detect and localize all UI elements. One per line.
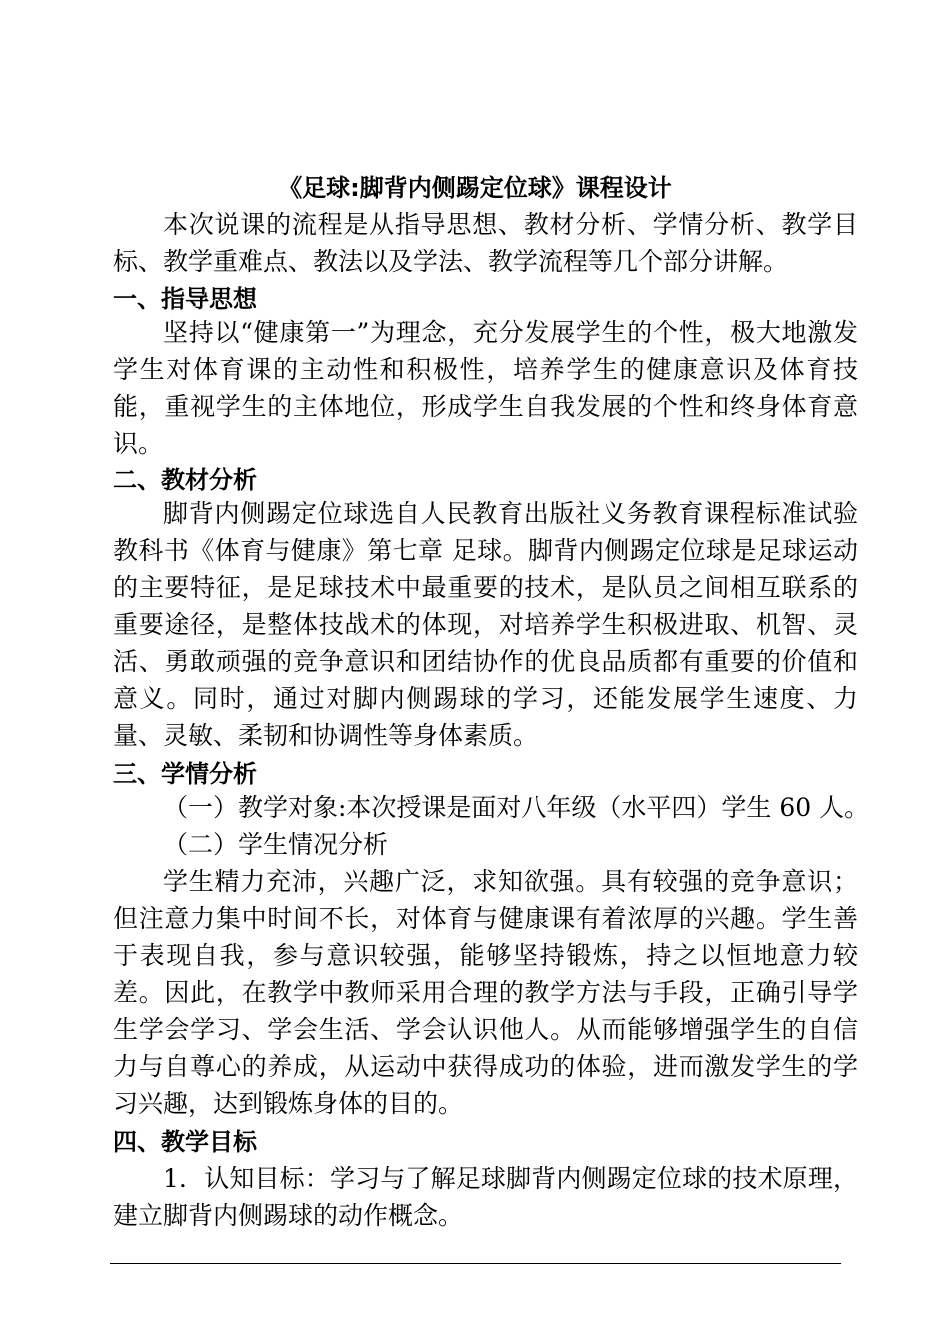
section-paragraph-3 bbox=[113, 863, 858, 1122]
footer-divider bbox=[110, 1263, 841, 1264]
section-paragraph-1 bbox=[113, 314, 858, 462]
section-heading-3: 三、学情分析 bbox=[113, 760, 257, 788]
intro-paragraph bbox=[113, 206, 858, 280]
section-paragraph-4 bbox=[113, 1160, 858, 1234]
section-heading-4: 四、教学目标 bbox=[113, 1128, 257, 1156]
section-3-item-2: （二）学生情况分析 bbox=[163, 830, 389, 859]
section-text-2: 脚背内侧踢定位球选自人民教育出版社义务教育课程标准试验教科书《体育与健康》第七章 足球。脚背内侧踢定位球是足球运动的主要特征，是足球技术中最重要的技术，是队员之间相互联系的重要途径，是整体技战术的体现，对培养学生积极进取、机智、灵活、勇敢顽强的竞争意识和团结协作的优良品质都有重要的价值和意义。同时，通过对脚内侧踢球的学习，还能发展学生速度、力量、灵敏、柔韧和协调性等身体素质。 bbox=[113, 499, 858, 750]
section-text-4: 1．认知目标：学习与了解足球脚背内侧踢定位球的技术原理，建立脚背内侧踢球的动作概念。 bbox=[113, 1164, 858, 1230]
section-heading-1: 一、指导思想 bbox=[113, 285, 257, 313]
section-paragraph-2 bbox=[113, 495, 858, 754]
document-title: 《足球:脚背内侧踢定位球》课程设计 bbox=[278, 174, 672, 202]
section-heading-2: 二、教材分析 bbox=[113, 466, 257, 494]
section-text-1: 坚持以“健康第一”为理念，充分发展学生的个性，极大地激发学生对体育课的主动性和积极性，培养学生的健康意识及体育技能，重视学生的主体地位，形成学生自我发展的个性和终身体育意识。 bbox=[113, 318, 858, 458]
section-3-item-1: （一）教学对象:本次授课是面对八年级（水平四）学生 60 人。 bbox=[163, 793, 870, 822]
intro-text: 本次说课的流程是从指导思想、教材分析、学情分析、教学目标、教学重难点、教法以及学法、教学流程等几个部分讲解。 bbox=[113, 210, 858, 276]
section-text-3: 学生精力充沛，兴趣广泛，求知欲强。具有较强的竞争意识；但注意力集中时间不长，对体育与健康课有着浓厚的兴趣。学生善于表现自我，参与意识较强，能够坚持锻炼，持之以恒地意力较差。因此，在教学中教师采用合理的教学方法与手段，正确引导学生学会学习、学会生活、学会认识他人。从而能够增强学生的自信力与自尊心的养成，从运动中获得成功的体验，进而激发学生的学习兴趣，达到锻炼身体的目的。 bbox=[113, 867, 858, 1118]
